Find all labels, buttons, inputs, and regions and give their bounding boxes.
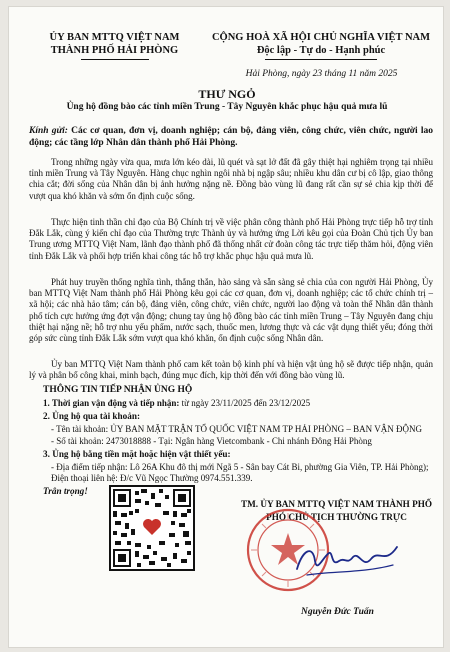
paragraph-2: Thực hiện tinh thần chỉ đạo của Bộ Chính trị về việc phân công thành phố Hải Phòng trực tiếp hỗ trợ tỉnh Đắk Lắk, cùng ý kiến chỉ đạo của Thường trực Thành ủy và hưởng ứng Lời kêu gọi của Đoàn Chủ tịch Ủy ban Trung ương MTTQ Việt Nam, lãnh đạo thành phố đã thống nhất cử đoàn công tác trực tiếp thăm hỏi, động viên tỉnh Đắk Lắk và phối hợp triển khai công tác hỗ trợ khắc phục hậu quả mưa lũ. <box>29 217 433 261</box>
sec1-label: 1. Thời gian vận động và tiếp nhận: <box>43 398 180 408</box>
nation-line-1: CỘNG HOÀ XÃ HỘI CHỦ NGHĨA VIỆT NAM <box>211 32 431 43</box>
paragraph-4: Ủy ban MTTQ Việt Nam thành phố cam kết toàn bộ kinh phí và hiện vật ủng hộ sẽ được tiếp nhận, quản lý và phân bổ công khai, minh bạch, đúng mục đích, kịp thời đến với đồng bào vùng lũ. <box>29 359 433 381</box>
account-number: - Số tài khoản: 2473018888 - Tại: Ngân hàng Vietcombank - Chi nhánh Đông Hải Phòng <box>51 436 372 446</box>
sec1-value: từ ngày 23/11/2025 đến 23/12/2025 <box>181 398 311 408</box>
qr-code-icon <box>111 487 193 569</box>
paragraph-3: Phát huy truyền thống nghĩa tình, thắng thắn, hào sảng và sẵn sàng sẻ chia của con người Hải Phòng, Ủy ban MTTQ Việt Nam thành phố Hải Phòng kêu gọi các cơ quan, đơn vị, doanh nghiệp; các tổ chức chính trị – xã hội; các nhà hảo tâm; cán bộ, đảng viên, công chức, viên chức, người lao động và toàn thể Nhân dân thành phố tích cực hưởng ứng đợt vận động; chung tay ủng hộ đồng bào các tỉnh miền Trung – Tây Nguyên đang chịu thiệt hại nặng nề; hỗ trợ nhu yếu phẩm, nước sạch, thuốc men, lương thực và các vật dụng thiết yếu; đóng thời góp sức cùng tỉnh Đắk Lắk sớm vượt qua khó khăn, ổn định cuộc sống Nhân dân. <box>29 277 433 344</box>
letter-date: Hải Phòng, ngày 23 tháng 11 năm 2025 <box>245 69 398 79</box>
donation-address: - Địa điểm tiếp nhận: Lô 26A Khu đô thị mới Ngã 5 - Sân bay Cát Bi, phường Gia Viên, TP. Hải Phòng); Điện thoại liên hệ: Đ/c Vũ Ngọc Thường 0974.551.339. <box>51 462 429 484</box>
info-section-1 <box>43 398 433 409</box>
letter-title: THƯ NGỎ <box>198 87 256 101</box>
handwritten-signature <box>293 535 403 585</box>
nation-header <box>205 31 437 57</box>
org-line-2: THÀNH PHỐ HẢI PHÒNG <box>50 45 179 56</box>
donation-qr-code[interactable] <box>109 485 195 571</box>
paragraph-1: Trong những ngày vừa qua, mưa lớn kéo dài, lũ quét và sạt lở đất đã gây thiệt hại nghiêm trọng tại nhiều tỉnh miền Trung và Tây Nguyên. Hàng chục nghìn ngôi nhà bị ngập sâu; nhiều khu dân cư bị cô lập, giao thông chia cắt; đời sống của Nhân dân bị ảnh hưởng nặng nề. Đồng bào vùng lũ đang rất cần sự sẻ chia kịp thời để vượt qua khó khăn và sớm ổn định cuộc sống. <box>29 157 433 201</box>
recipients-label: Kính gửi: <box>29 126 68 136</box>
info-heading: THÔNG TIN TIẾP NHẬN ỦNG HỘ <box>43 385 193 395</box>
recipients <box>29 125 433 149</box>
sign-position-line: PHÓ CHỦ TỊCH THƯỜNG TRỰC <box>266 512 407 522</box>
org-header <box>27 31 202 57</box>
letter-page <box>8 6 444 648</box>
account-name: - Tên tài khoản: ỦY BAN MẶT TRẬN TỔ QUỐC VIỆT NAM TP HẢI PHÒNG – BAN VẬN ĐỘNG <box>51 424 423 434</box>
signer-name: Nguyễn Đức Tuấn <box>301 607 374 617</box>
letter-subtitle: Ủng hộ đồng bào các tỉnh miền Trung - Tây Nguyên khắc phục hậu quả mưa lũ <box>66 102 388 112</box>
org-underline <box>81 59 149 60</box>
thanks-text: Trân trọng! <box>43 486 88 496</box>
recipients-text: Các cơ quan, đơn vị, doanh nghiệp; cán bộ, đảng viên, công chức, viên chức, người lao động; các tầng lớp Nhân dân thành phố Hải Phòng. <box>29 126 433 148</box>
nation-underline <box>265 59 377 60</box>
sec3-label: 3. Ủng hộ bằng tiền mặt hoặc hiện vật thiết yếu: <box>43 449 231 459</box>
org-line-1: ỦY BAN MTTQ VIỆT NAM <box>49 32 180 43</box>
nation-line-2: Độc lập - Tự do - Hạnh phúc <box>256 45 386 56</box>
sec2-label: 2. Ủng hộ qua tài khoản: <box>43 411 141 421</box>
sign-org-line: TM. ỦY BAN MTTQ VIỆT NAM THÀNH PHỐ <box>240 499 433 509</box>
